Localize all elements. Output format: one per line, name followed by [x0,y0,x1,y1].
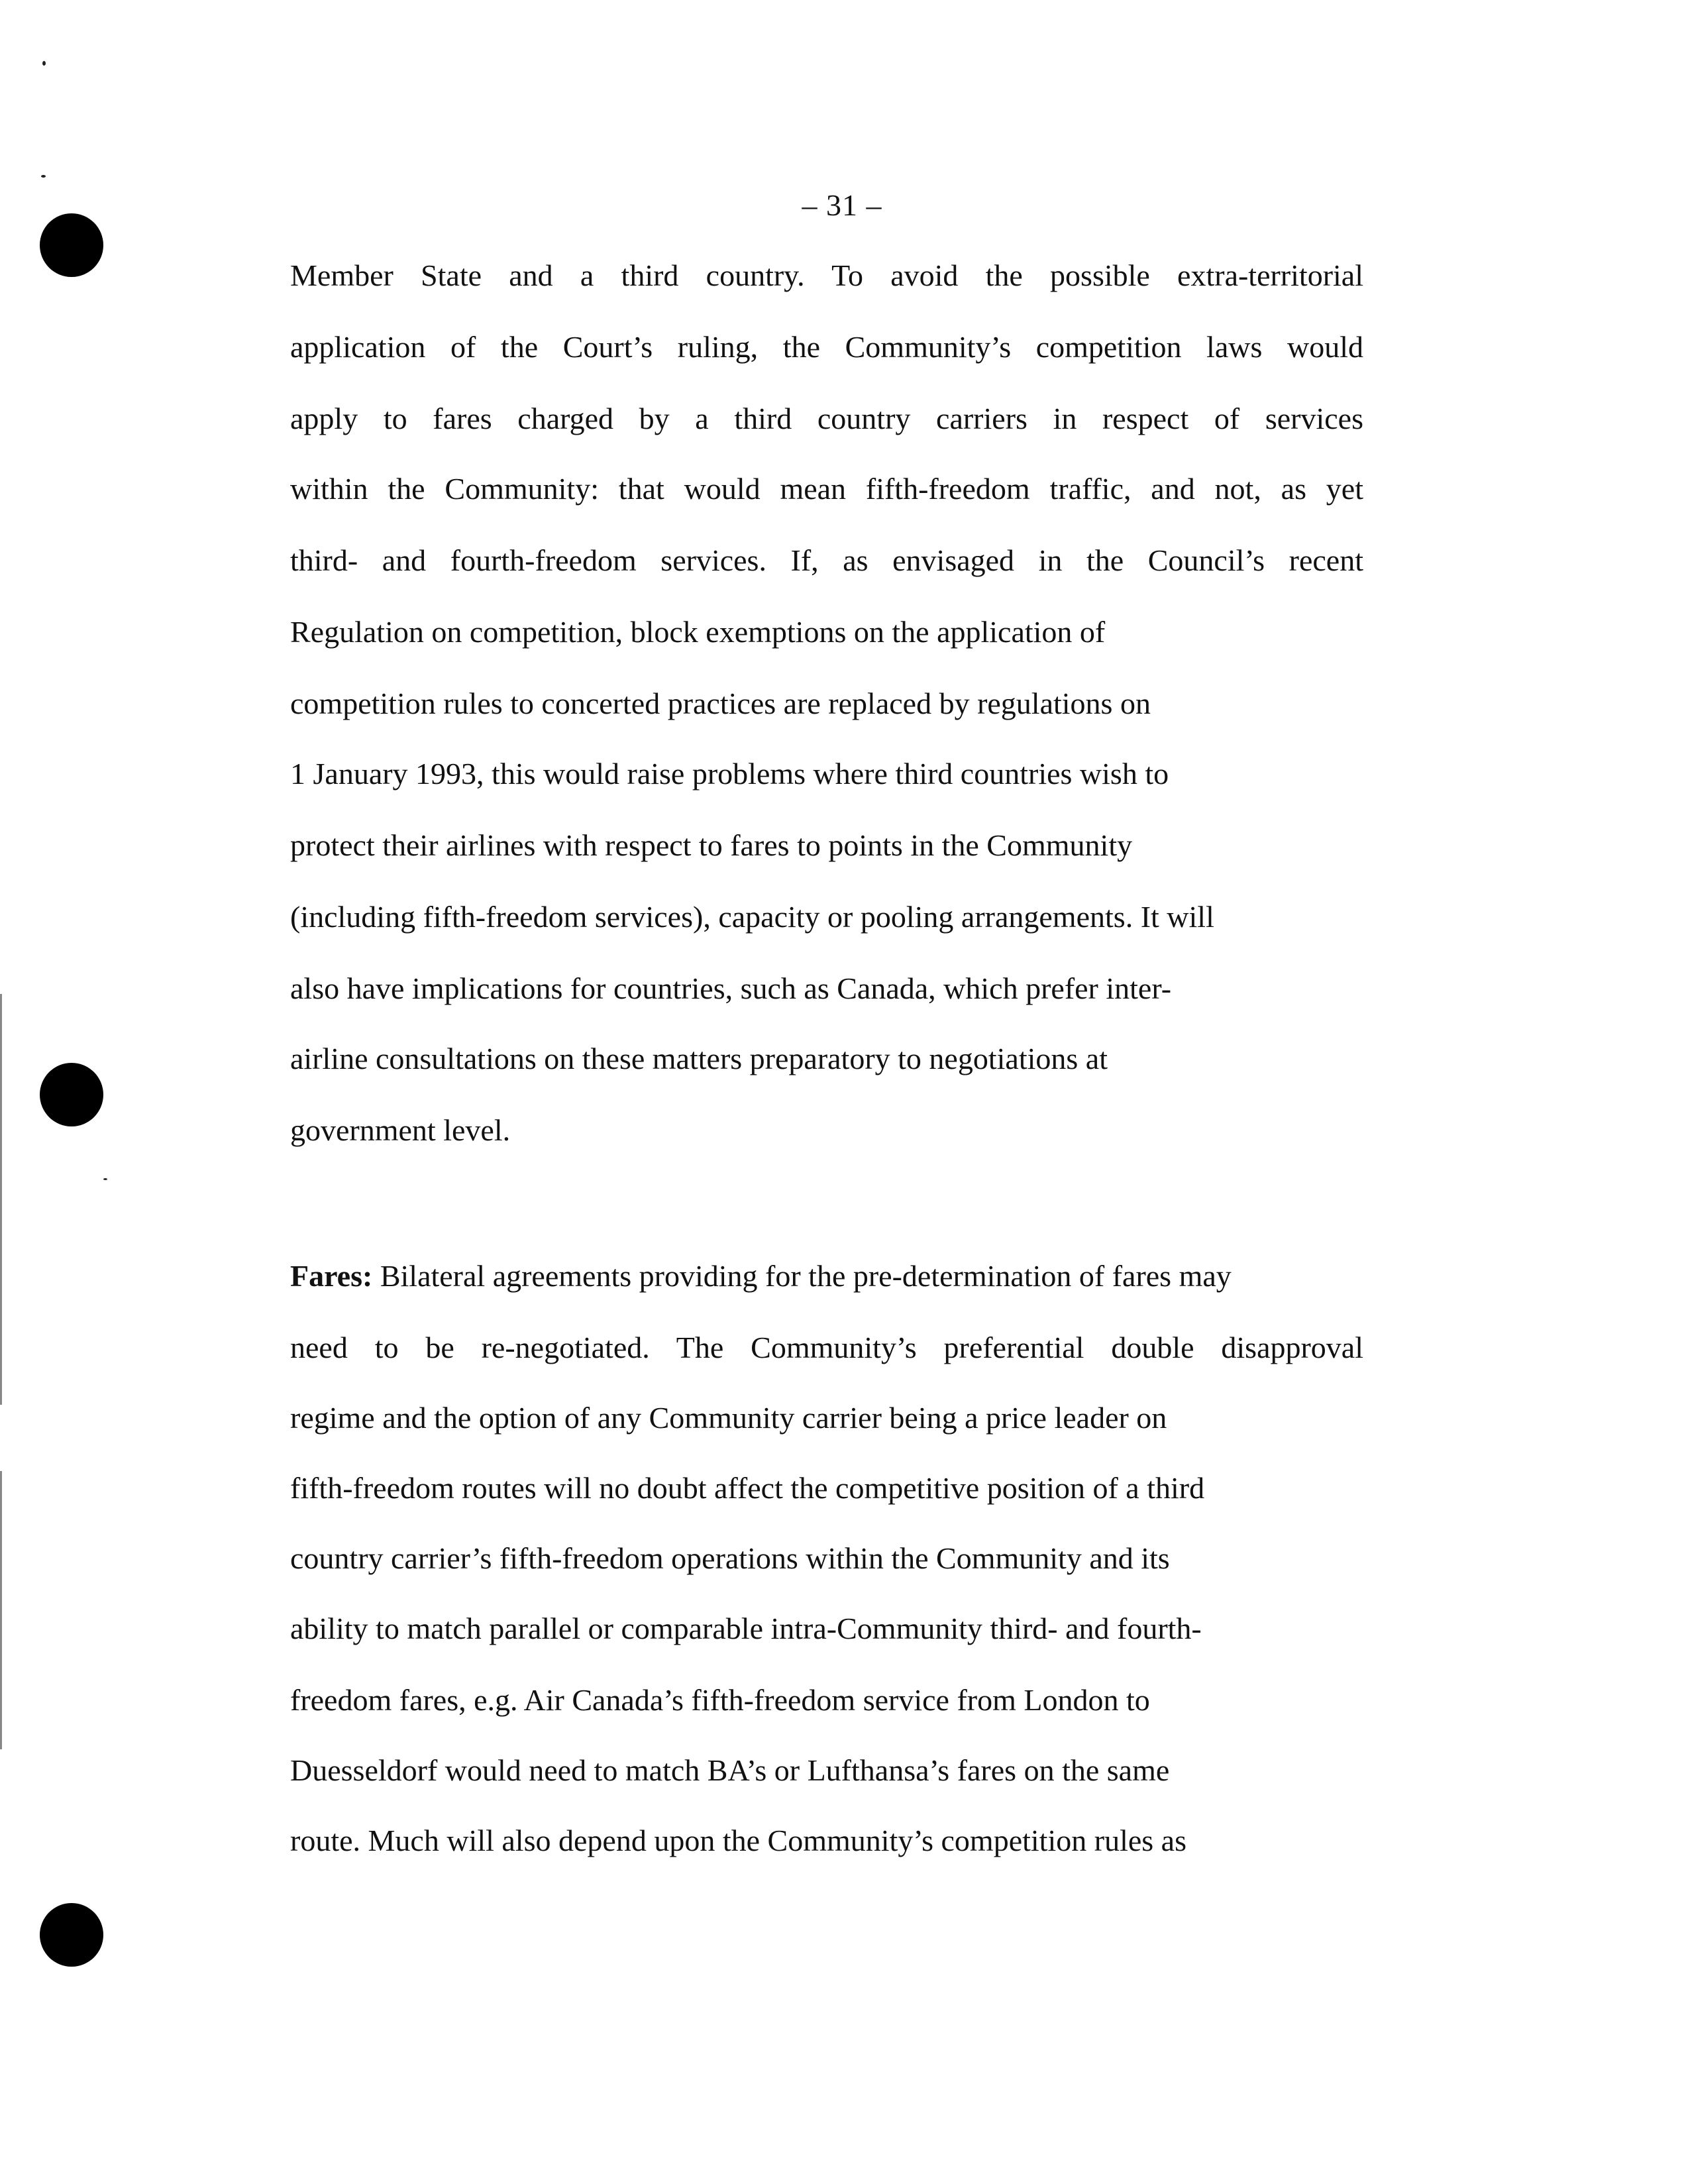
text-line: Regulation on competition, block exemptions on the application of [290,615,1106,649]
text-line: apply to fares charged by a third country carriers in respect of services [290,402,1363,435]
punch-hole [40,1063,103,1126]
text-line: competition rules to concerted practices are replaced by regulations on [290,686,1151,720]
text-line: Member State and a third country. To avoid the possible extra-territorial [290,258,1363,292]
scan-speck [42,61,46,66]
text-line: within the Community: that would mean fifth-freedom traffic, and not, as yet [290,472,1363,506]
text-line: freedom fares, e.g. Air Canada’s fifth-freedom service from London to [290,1683,1150,1717]
scan-edge-mark [0,994,2,1405]
text-line: fifth-freedom routes will no doubt affect the competitive position of a third [290,1471,1205,1505]
text-line: application of the Court’s ruling, the Community’s competition laws would [290,330,1363,364]
text-line: protect their airlines with respect to fares to points in the Community [290,828,1133,862]
scan-edge-mark [0,1471,2,1749]
text-line: need to be re-negotiated. The Community’s preferential double disapproval [290,1331,1363,1364]
text-line: route. Much will also depend upon the Community’s competition rules as [290,1824,1186,1857]
text-line: airline consultations on these matters preparatory to negotiations at [290,1042,1108,1075]
text-line [290,1256,1232,1296]
section-heading: Fares: [290,1259,373,1293]
punch-hole [40,1903,103,1967]
text-line: also have implications for countries, such as Canada, which prefer inter- [290,971,1172,1005]
text-line: 1 January 1993, this would raise problems where third countries wish to [290,757,1169,791]
text-line: third- and fourth-freedom services. If, as envisaged in the Council’s recent [290,543,1363,577]
text-run: Bilateral agreements providing for the pre-determination of fares may [372,1259,1232,1293]
scan-speck [103,1178,107,1180]
text-line: country carrier’s fifth-freedom operations within the Community and its [290,1541,1170,1575]
text-line: regime and the option of any Community carrier being a price leader on [290,1401,1167,1435]
text-line: Duesseldorf would need to match BA’s or Lufthansa’s fares on the same [290,1753,1170,1787]
text-line: ability to match parallel or comparable intra-Community third- and fourth- [290,1611,1202,1645]
text-line: (including fifth-freedom services), capacity or pooling arrangements. It will [290,900,1214,934]
text-line: government level. [290,1113,511,1147]
page-number: – 31 – [802,188,882,222]
scan-speck [41,175,46,178]
